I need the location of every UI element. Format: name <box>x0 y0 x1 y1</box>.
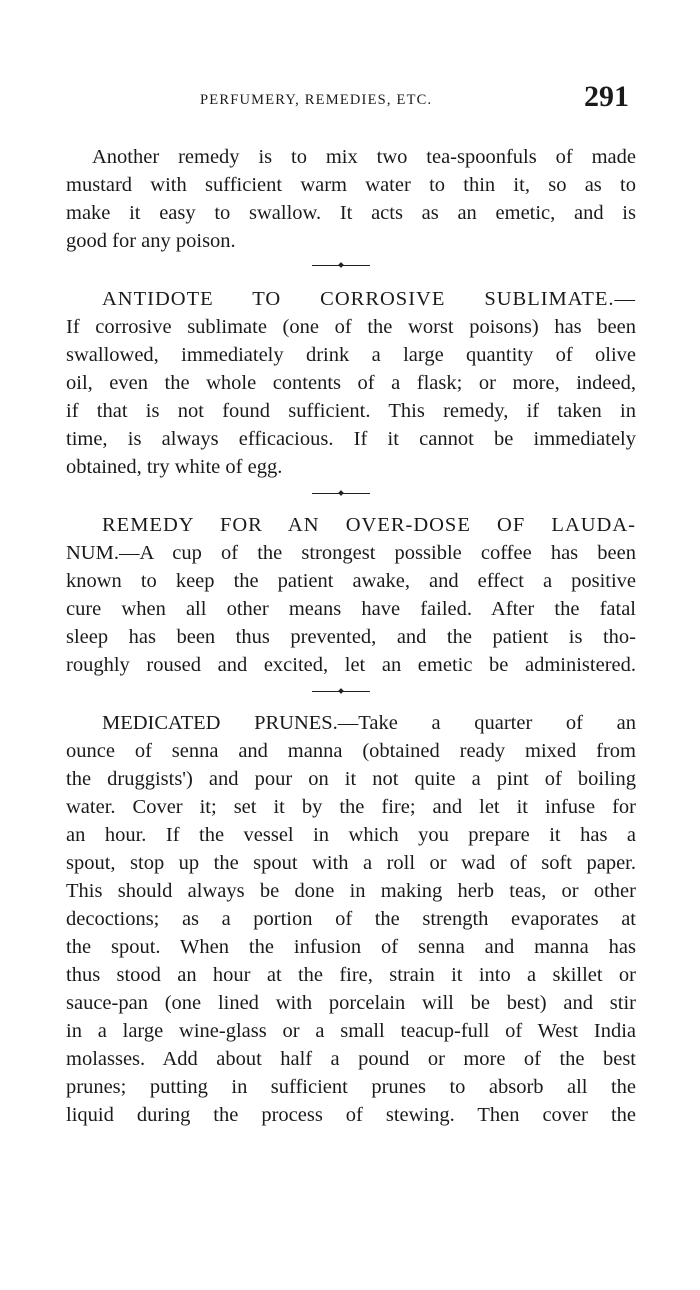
text-line: MEDICATED PRUNES.—Take a quarter of an <box>102 712 636 734</box>
text-line: prunes; putting in sufficient prunes to absorb all the <box>66 1076 636 1098</box>
text-line: NUM.—A cup of the strongest possible coffee has been <box>66 542 636 564</box>
text-line: oil, even the whole contents of a flask; or more, indeed, <box>66 372 636 394</box>
text-line: Another remedy is to mix two tea-spoonfuls of made <box>92 146 636 168</box>
text-line: make it easy to swallow. It acts as an emetic, and is <box>66 202 636 224</box>
running-header: PERFUMERY, REMEDIES, ETC. <box>200 92 433 108</box>
text-line: If corrosive sublimate (one of the worst poisons) has been <box>66 316 636 338</box>
text-line: decoctions; as a portion of the strength evaporates at <box>66 908 636 930</box>
text-line: good for any poison. <box>66 230 236 252</box>
text-line: an hour. If the vessel in which you prepare it has a <box>66 824 636 846</box>
text-line: thus stood an hour at the fire, strain it into a skillet or <box>66 964 636 986</box>
text-line: the spout. When the infusion of senna and manna has <box>66 936 636 958</box>
section-divider <box>312 493 370 494</box>
page-number: 291 <box>584 80 629 113</box>
text-line: in a large wine-glass or a small teacup-full of West India <box>66 1020 636 1042</box>
text-line: This should always be done in making herb teas, or other <box>66 880 636 902</box>
text-line: ANTIDOTE TO CORROSIVE SUBLIMATE.— <box>102 288 636 310</box>
text-line: if that is not found sufficient. This remedy, if taken in <box>66 400 636 422</box>
text-line: liquid during the process of stewing. Then cover the <box>66 1104 636 1126</box>
section-divider <box>312 265 370 266</box>
text-line: sauce-pan (one lined with porcelain will be best) and stir <box>66 992 636 1014</box>
text-line: molasses. Add about half a pound or more of the best <box>66 1048 636 1070</box>
text-line: roughly roused and excited, let an emetic be administered. <box>66 654 636 676</box>
text-line: time, is always efficacious. If it cannot be immediately <box>66 428 636 450</box>
text-line: swallowed, immediately drink a large quantity of olive <box>66 344 636 366</box>
text-line: water. Cover it; set it by the fire; and let it infuse for <box>66 796 636 818</box>
text-line: mustard with sufficient warm water to thin it, so as to <box>66 174 636 196</box>
text-line: the druggists') and pour on it not quite a pint of boiling <box>66 768 636 790</box>
text-line: ounce of senna and manna (obtained ready mixed from <box>66 740 636 762</box>
text-line: sleep has been thus prevented, and the patient is tho- <box>66 626 636 648</box>
section-divider <box>312 691 370 692</box>
text-line: cure when all other means have failed. After the fatal <box>66 598 636 620</box>
text-line: REMEDY FOR AN OVER-DOSE OF LAUDA- <box>102 514 636 536</box>
text-line: obtained, try white of egg. <box>66 456 283 478</box>
text-line: spout, stop up the spout with a roll or wad of soft paper. <box>66 852 636 874</box>
text-line: known to keep the patient awake, and effect a positive <box>66 570 636 592</box>
